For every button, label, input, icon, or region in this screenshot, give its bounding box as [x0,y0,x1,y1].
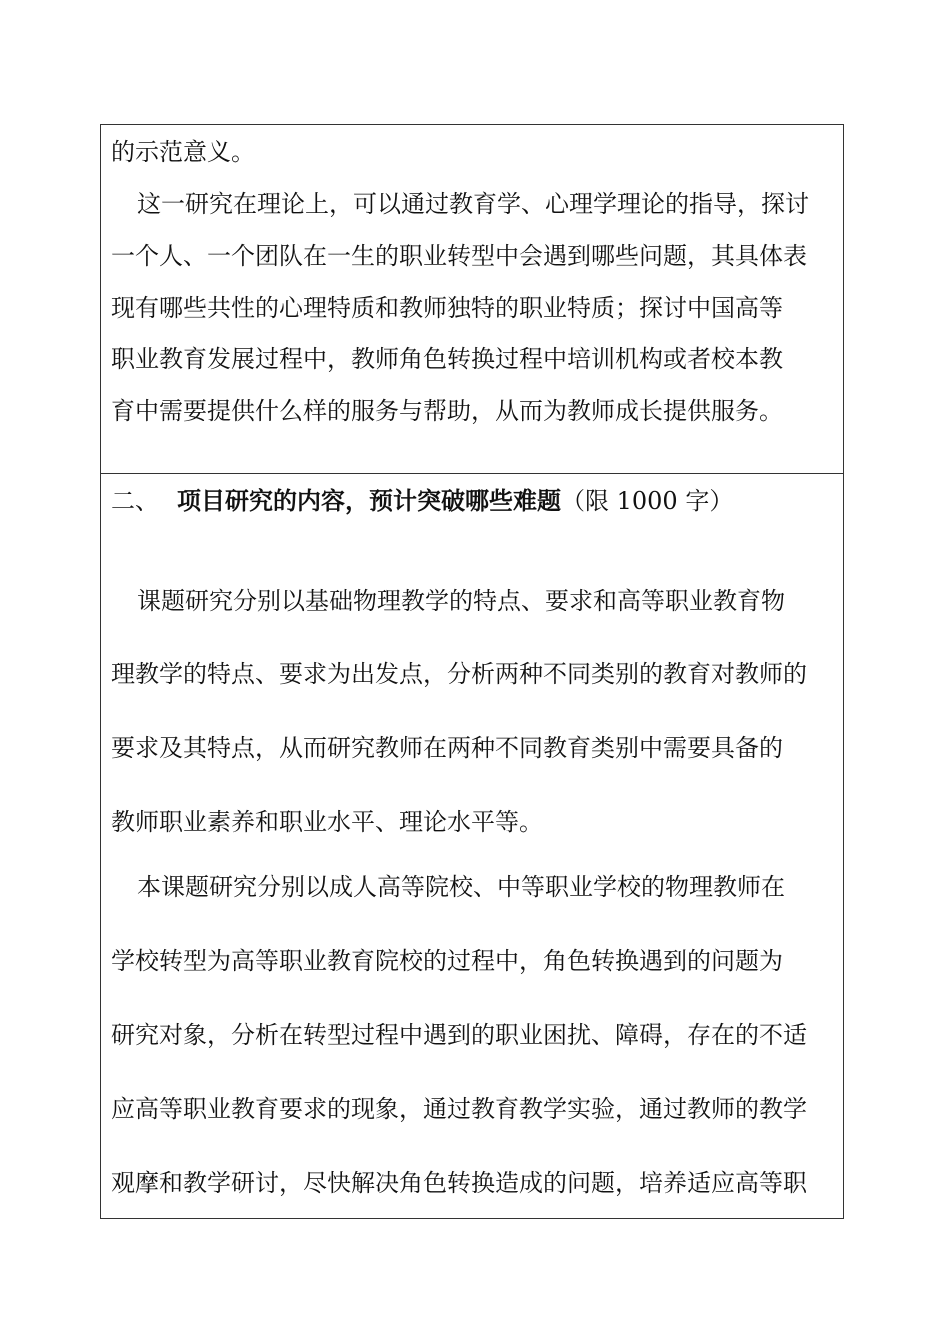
paragraph-line: 教师职业素养和职业水平、理论水平等。 [111,808,543,836]
paragraph-line: 的示范意义。 [111,138,255,166]
paragraph-line: 学校转型为高等职业教育院校的过程中，角色转换遇到的问题为 [111,947,783,975]
section-number: 二、 [111,487,159,515]
table-cell-research-content [100,473,844,1219]
paragraph-line: 要求及其特点，从而研究教师在两种不同教育类别中需要具备的 [111,734,783,762]
paragraph-line: 这一研究在理论上，可以通过教育学、心理学理论的指导，探讨 [137,190,809,218]
section-title: 项目研究的内容，预计突破哪些难题 [177,486,561,515]
paragraph-line: 本课题研究分别以成人高等院校、中等职业学校的物理教师在 [137,873,785,901]
paragraph-line: 课题研究分别以基础物理教学的特点、要求和高等职业教育物 [137,587,785,615]
paragraph-line: 应高等职业教育要求的现象，通过教育教学实验，通过教师的教学 [111,1095,807,1123]
paragraph-line: 现有哪些共性的心理特质和教师独特的职业特质；探讨中国高等 [111,294,783,322]
paragraph-line: 观摩和教学研讨，尽快解决角色转换造成的问题，培养适应高等职 [111,1169,807,1197]
paragraph-line: 一个人、一个团队在一生的职业转型中会遇到哪些问题，其具体表 [111,242,807,270]
paragraph-line: 育中需要提供什么样的服务与帮助，从而为教师成长提供服务。 [111,397,783,425]
paragraph-line: 研究对象，分析在转型过程中遇到的职业困扰、障碍，存在的不适 [111,1021,807,1049]
paragraph-line: 职业教育发展过程中，教师角色转换过程中培训机构或者校本教 [111,345,783,373]
section-heading [177,486,733,516]
section-word-limit: （限 1000 字） [561,487,734,515]
table-cell-background-significance [100,124,844,474]
paragraph-line: 理教学的特点、要求为出发点，分析两种不同类别的教育对教师的 [111,660,807,688]
